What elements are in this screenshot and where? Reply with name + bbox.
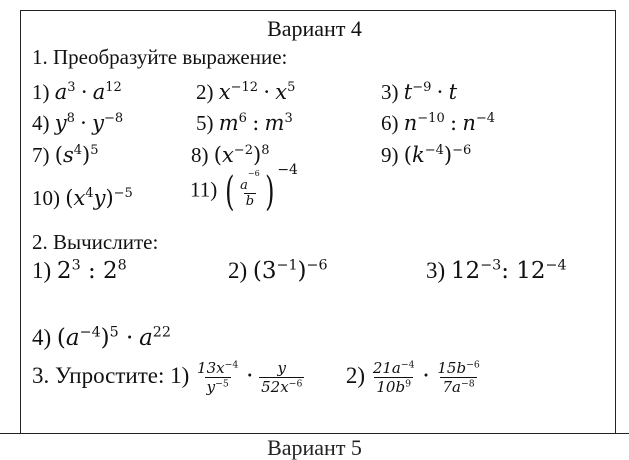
task1-item-6-label: 6) <box>381 111 399 135</box>
task1-item-2: 2) $x^{-12} \cdot x^5$ <box>196 80 296 104</box>
task1-item-9: 9) $(k^{-4})^{-6}$ <box>381 143 472 167</box>
task1-item-8-label: 8) <box>191 143 209 167</box>
task1-item-4-label: 4) <box>32 111 50 135</box>
task2-item-2: 2) $(3^{-1})^{-6}$ <box>228 257 328 284</box>
fraction-a6-over-b: $\frac{a^{-6}}{b}$ <box>240 169 260 210</box>
task3-item-2-label: 2) <box>345 362 366 388</box>
task1-item-9-label: 9) <box>381 143 399 167</box>
task1-item-11: 11) ( $\frac{a^{-6}}{b}$ ) $^{-4}$ <box>190 162 298 215</box>
task1-item-3: 3) $t^{-9} \cdot t$ <box>381 80 458 104</box>
fraction-21a-over-10b: $\frac{21a^{-4}}{10b^9}$ <box>372 359 415 396</box>
task2-item-3: 3) $12^{-3}$: $12^{-4}$ <box>426 257 567 284</box>
section-divider <box>0 433 629 434</box>
task1-item-5-label: 5) <box>196 111 214 135</box>
fraction-13x-over-y: $\frac{13x^{-4}}{y^{-5}}$ <box>197 359 239 396</box>
task2-heading: 2. Вычислите: <box>32 230 159 254</box>
task1-item-7-label: 7) <box>32 143 50 167</box>
task1-item-7: 7) $(s^4)^5$ <box>32 143 99 167</box>
task1-item-10-label: 10) <box>32 186 60 210</box>
task1-item-1: 1) $a^3 \cdot a^{12}$ <box>32 80 122 104</box>
task1-item-1-label: 1) <box>32 80 50 104</box>
task1-item-5: 5) $m^6$ : $m^3$ <box>196 111 293 135</box>
task2-item-2-label: 2) <box>228 258 248 283</box>
task3-item-1-label: 1) <box>170 362 190 388</box>
task3-row <box>32 359 482 396</box>
task1-item-10: 10) $(x^4y)^{-5}$ <box>32 186 133 210</box>
variant-title: Вариант 4 <box>267 16 362 41</box>
task2-item-4-label: 4) <box>32 325 52 350</box>
task1-item-4: 4) $y^8 \cdot y^{-8}$ <box>32 111 124 135</box>
task2-item-1-label: 1) <box>32 258 52 283</box>
task3-item-1: 1) $\frac{13x^{-4}}{y^{-5}}$ · $\frac{y}{52x^{-6}}$ <box>170 359 303 396</box>
task2-item-3-label: 3) <box>426 258 446 283</box>
fraction-y-over-52x: $\frac{y}{52x^{-6}}$ <box>261 359 303 396</box>
task1-item-11-label: 11) <box>190 177 218 202</box>
task2-item-1: 1) $2^3$ : $2^8$ <box>32 257 127 284</box>
task3-heading: 3. Упростите: <box>32 362 165 388</box>
task1-item-2-label: 2) <box>196 80 214 104</box>
task1-heading: 1. Преобразуйте выражение: <box>32 45 288 69</box>
fraction-15b-over-7a: $\frac{15b^{-6}}{7a^{-8}}$ <box>437 359 480 396</box>
task1-item-3-label: 3) <box>381 80 399 104</box>
next-variant-title: Вариант 5 <box>267 435 362 460</box>
task2-item-4: 4) $(a^{-4})^5 \cdot a^{22}$ <box>32 324 171 351</box>
task1-item-8: 8) $(x^{-2})^8$ <box>191 143 270 167</box>
task1-item-6: 6) $n^{-10}$ : $n^{-4}$ <box>381 111 496 135</box>
task3-item-2: 2) $\frac{21a^{-4}}{10b^9}$ · $\frac{15b^{-6}}{7a^{-8}}$ <box>345 359 480 396</box>
